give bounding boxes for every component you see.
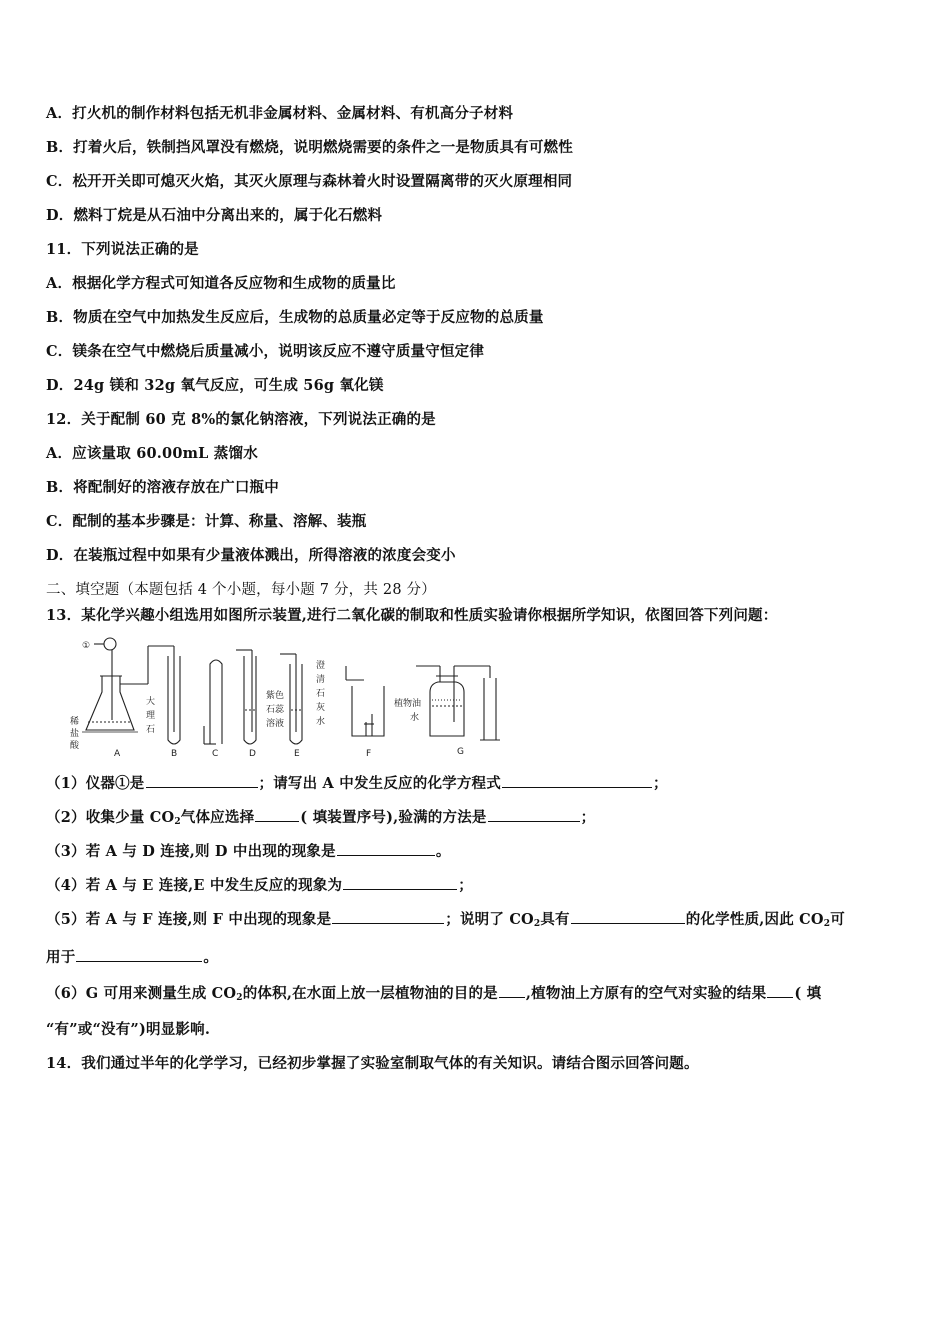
answer-blank[interactable] bbox=[337, 841, 435, 857]
q13-part4: （4）若 A 与 E 连接,E 中发生反应的现象为 ； bbox=[46, 874, 473, 895]
answer-blank[interactable] bbox=[255, 807, 299, 823]
q13-stem: 13．某化学兴趣小组选用如图所示装置,进行二氧化碳的制取和性质实验请你根据所学知识，依图回答下列问题： bbox=[46, 607, 778, 624]
label-litmus-2: 石蕊 bbox=[266, 705, 285, 715]
q11-option-c: C．镁条在空气中燃烧后质量减小，说明该反应不遵守质量守恒定律 bbox=[46, 343, 485, 360]
q11-option-a: A．根据化学方程式可知道各反应物和生成物的质量比 bbox=[46, 275, 396, 292]
apparatus-f-beaker bbox=[346, 666, 384, 736]
q14-stem: 14．我们通过半年的化学学习，已经初步掌握了实验室制取气体的有关知识。请结合图示回答问题。 bbox=[46, 1055, 699, 1072]
q13-part3: （3）若 A 与 D 连接,则 D 中出现的现象是 。 bbox=[46, 840, 451, 861]
label-lime-1: 澄 bbox=[316, 661, 326, 671]
apparatus-b-tube bbox=[168, 646, 180, 744]
label-lime-5: 水 bbox=[316, 717, 326, 727]
device-label-c: C bbox=[212, 749, 219, 759]
apparatus-c-tube bbox=[204, 660, 222, 744]
answer-blank[interactable] bbox=[571, 909, 685, 925]
label-acid-1: 稀 bbox=[70, 717, 80, 727]
answer-blank[interactable] bbox=[343, 875, 457, 891]
q12-option-d: D．在装瓶过程中如果有少量液体溅出，所得溶液的浓度会变小 bbox=[46, 547, 456, 564]
label-acid-2: 盐 bbox=[70, 729, 80, 739]
q12-option-c: C．配制的基本步骤是：计算、称量、溶解、装瓶 bbox=[46, 513, 367, 530]
label-circle-1: ① bbox=[82, 641, 91, 651]
device-label-f: F bbox=[366, 749, 372, 759]
answer-blank[interactable] bbox=[146, 773, 258, 789]
device-label-d: D bbox=[249, 749, 256, 759]
q10-option-b: B．打着火后，铁制挡风罩没有燃烧，说明燃烧需要的条件之一是物质具有可燃性 bbox=[46, 139, 573, 156]
device-label-b: B bbox=[171, 749, 178, 759]
label-acid-3: 酸 bbox=[70, 741, 80, 751]
apparatus-figure bbox=[70, 636, 496, 760]
q13-part6-cont: “有”或“没有”)明显影响. bbox=[46, 1021, 211, 1038]
label-lime-4: 灰 bbox=[316, 703, 326, 713]
answer-blank[interactable] bbox=[767, 983, 793, 999]
label-lime-2: 清 bbox=[316, 675, 326, 685]
label-lime-3: 石 bbox=[316, 689, 326, 699]
answer-blank[interactable] bbox=[332, 909, 444, 925]
label-marble-3: 石 bbox=[146, 725, 156, 735]
label-litmus-1: 紫色 bbox=[266, 691, 285, 701]
q10-option-c: C．松开开关即可熄灭火焰，其灭火原理与森林着火时设置隔离带的灭火原理相同 bbox=[46, 173, 573, 190]
apparatus-g-bottle bbox=[416, 666, 500, 740]
q12-stem: 12．关于配制 60 克 8%的氯化钠溶液，下列说法正确的是 bbox=[46, 411, 436, 428]
label-marble-1: 大 bbox=[146, 697, 156, 707]
section-heading: 二、填空题（本题包括 4 个小题，每小题 7 分，共 28 分） bbox=[46, 582, 436, 598]
q12-option-b: B．将配制好的溶液存放在广口瓶中 bbox=[46, 479, 279, 496]
q13-part2: （2）收集少量 $CO_2$气体应选择 ( 填装置序号),验满的方法是 ； bbox=[46, 806, 595, 827]
answer-blank[interactable] bbox=[499, 983, 525, 999]
q10-option-d: D．燃料丁烷是从石油中分离出来的，属于化石燃料 bbox=[46, 207, 383, 224]
label-oil: 植物油 bbox=[394, 699, 422, 709]
q12-option-a: A．应该量取 60.00mL 蒸馏水 bbox=[46, 445, 258, 462]
label-water: 水 bbox=[410, 713, 420, 723]
answer-blank[interactable] bbox=[502, 773, 652, 789]
label-marble-2: 理 bbox=[146, 711, 156, 721]
q11-option-d: D．24g 镁和 32g 氧气反应，可生成 56g 氧化镁 bbox=[46, 377, 384, 394]
q11-option-b: B．物质在空气中加热发生反应后，生成物的总质量必定等于反应物的总质量 bbox=[46, 309, 544, 326]
apparatus-a-flask bbox=[82, 638, 174, 732]
q13-part5-cont: 用于 。 bbox=[46, 946, 218, 967]
answer-blank[interactable] bbox=[488, 807, 580, 823]
device-label-g: G bbox=[457, 747, 464, 757]
device-label-a: A bbox=[114, 749, 121, 759]
q11-stem: 11．下列说法正确的是 bbox=[46, 241, 199, 258]
q10-option-a: A．打火机的制作材料包括无机非金属材料、金属材料、有机高分子材料 bbox=[46, 105, 514, 122]
q13-part1: （1）仪器①是 ；请写出 A 中发生反应的化学方程式 ； bbox=[46, 772, 668, 793]
apparatus-d-tube bbox=[236, 650, 256, 744]
label-litmus-3: 溶液 bbox=[266, 719, 285, 729]
device-label-e: E bbox=[294, 749, 300, 759]
q13-part5: （5）若 A 与 F 连接,则 F 中出现的现象是 ；说明了 $CO_2$具有 的化学性质,因此 $CO_2$可 bbox=[46, 908, 845, 929]
answer-blank[interactable] bbox=[76, 947, 202, 963]
q13-part6: （6）G 可用来测量生成 $CO_2$的体积,在水面上放一层植物油的目的是 ,植物油上方原有的空气对实验的结果 ( 填 bbox=[46, 982, 821, 1003]
